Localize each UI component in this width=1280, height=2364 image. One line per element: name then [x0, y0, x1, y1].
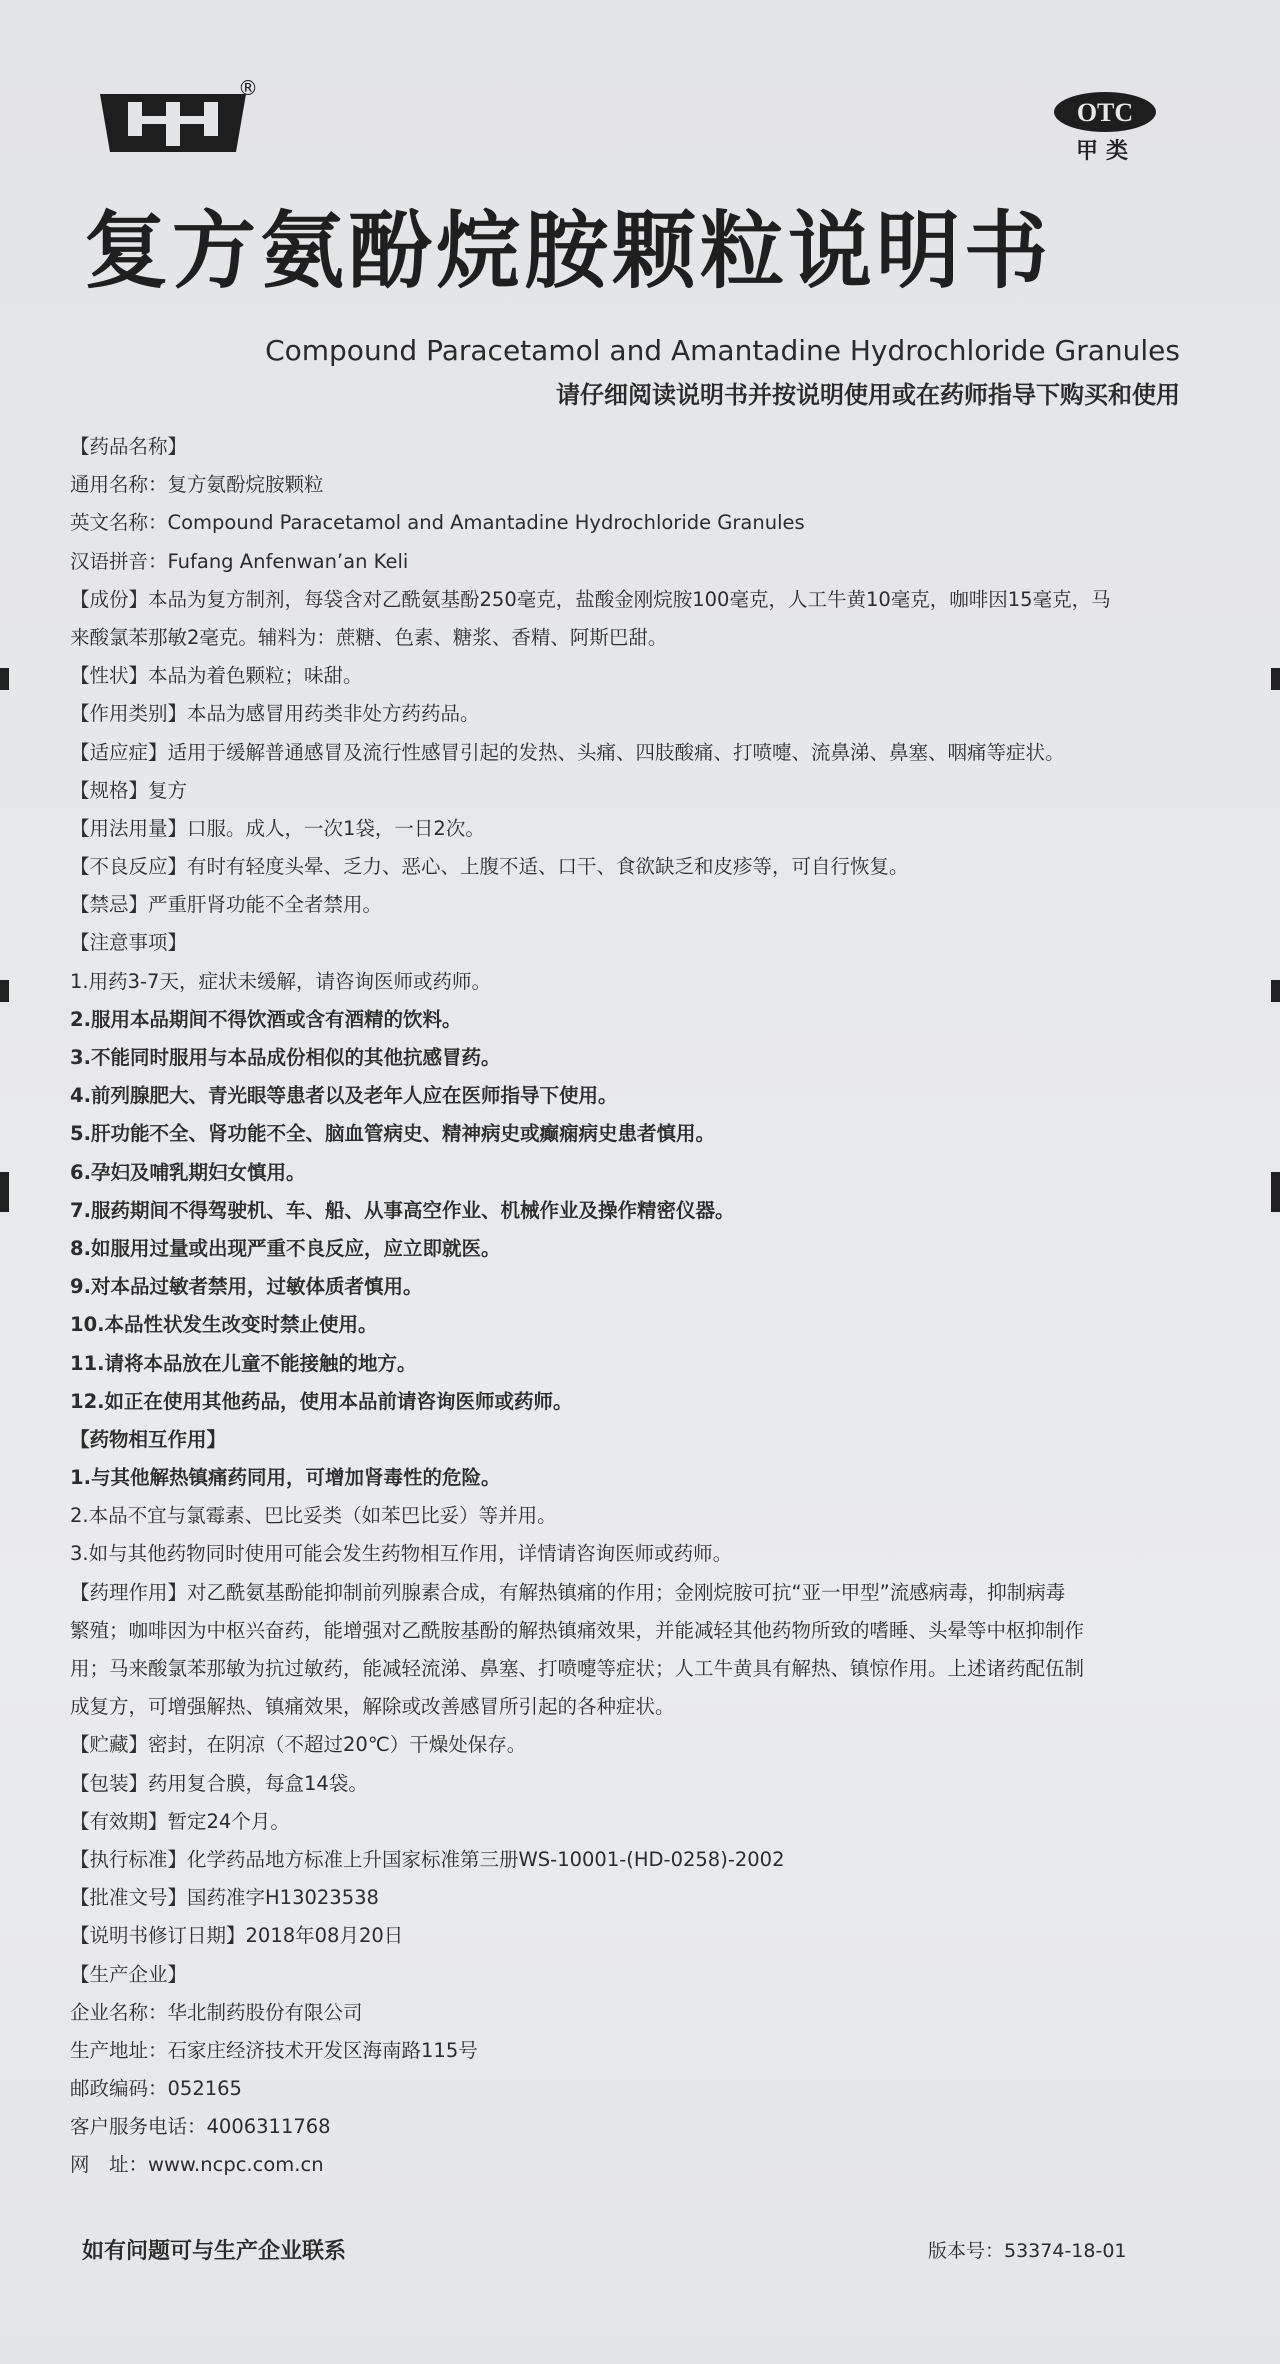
- text-line: 用；马来酸氯苯那敏为抗过敏药，能减轻流涕、鼻塞、打喷嚏等症状；人工牛黄具有解热、镇惊作用。上述诸药配伍制: [70, 1657, 1085, 1680]
- text-line: 4.前列腺肥大、青光眼等患者以及老年人应在医师指导下使用。: [70, 1084, 618, 1108]
- text-line: 2.服用本品期间不得饮酒或含有酒精的饮料。: [70, 1007, 462, 1031]
- text-line: 英文名称：Compound Paracetamol and Amantadine Hydrochloride Granules: [70, 511, 805, 535]
- text-line: 8.如服用过量或出现严重不良反应，应立即就医。: [70, 1236, 501, 1260]
- text-line: 7.服药期间不得驾驶机、车、船、从事高空作业、机械作业及操作精密仪器。: [70, 1198, 735, 1222]
- text-line: 【用法用量】口服。成人，一次1袋，一日2次。: [70, 816, 485, 840]
- text-line: 【生产企业】: [70, 1962, 188, 1986]
- text-line: 【批准文号】国药准字H13023538: [70, 1886, 379, 1910]
- text-line: 5.肝功能不全、肾功能不全、脑血管病史、精神病史或癫痫病史患者慎用。: [70, 1122, 715, 1146]
- text-line: 【药物相互作用】: [70, 1427, 227, 1451]
- otc-badge-label: OTC: [1076, 98, 1134, 127]
- edge-mark: [0, 668, 9, 690]
- text-line: 企业名称：华北制药股份有限公司: [70, 2000, 363, 2024]
- text-line: 【药品名称】: [70, 435, 188, 458]
- edge-mark: [1271, 980, 1280, 1002]
- text-line: 9.对本品过敏者禁用，过敏体质者慎用。: [70, 1275, 423, 1299]
- text-line: 【药理作用】对乙酰氨基酚能抑制前列腺素合成，有解热镇痛的作用；金刚烷胺可抗“亚一甲型”流感病毒，抑制病毒: [70, 1580, 1066, 1604]
- text-line: 繁殖；咖啡因为中枢兴奋药，能增强对乙酰胺基酚的解热镇痛效果，并能减轻其他药物所致的嗜睡、头晕等中枢抑制作: [70, 1618, 1085, 1642]
- text-line: 通用名称：复方氨酚烷胺颗粒: [70, 473, 324, 497]
- text-line: 11.请将本品放在儿童不能接触的地方。: [70, 1351, 417, 1375]
- edge-mark: [1271, 1172, 1280, 1212]
- text-line: 【作用类别】本品为感冒用药类非处方药药品。: [70, 702, 480, 726]
- text-line: 1.与其他解热镇痛药同用，可增加肾毒性的危险。: [70, 1466, 501, 1490]
- text-line: 3.如与其他药物同时使用可能会发生药物相互作用，详情请咨询医师或药师。: [70, 1542, 733, 1566]
- text-line: 1.用药3-7天，症状未缓解，请咨询医师或药师。: [70, 969, 491, 993]
- text-line: 【执行标准】化学药品地方标准上升国家标准第三册WS-10001-(HD-0258)-2002: [70, 1847, 785, 1871]
- text-line: 3.不能同时服用与本品成份相似的其他抗感冒药。: [70, 1046, 501, 1069]
- text-line: 【包装】药用复合膜，每盒14袋。: [70, 1771, 368, 1795]
- english-title: Compound Paracetamol and Amantadine Hydrochloride Granules: [265, 334, 1180, 367]
- registered-mark: ®: [238, 76, 258, 100]
- company-logo: [98, 92, 248, 154]
- text-line: 【说明书修订日期】2018年08月20日: [70, 1924, 404, 1948]
- page-title: 复方氨酚烷胺颗粒说明书: [84, 202, 1053, 300]
- otc-class: 甲类: [1075, 139, 1136, 164]
- text-line: 【注意事项】: [70, 931, 188, 955]
- text-line: 成复方，可增强解热、镇痛效果，解除或改善感冒所引起的各种症状。: [70, 1695, 675, 1719]
- text-line: 邮政编码：052165: [70, 2077, 242, 2101]
- text-line: 【不良反应】有时有轻度头晕、乏力、恶心、上腹不适、口干、食欲缺乏和皮疹等，可自行恢复。: [70, 855, 909, 879]
- edge-mark: [0, 980, 9, 1002]
- text-line: 【成份】本品为复方制剂，每袋含对乙酰氨基酚250毫克，盐酸金刚烷胺100毫克，人工牛黄10毫克，咖啡因15毫克，马: [70, 587, 1111, 611]
- otc-badge: [1052, 90, 1158, 134]
- leaflet-body: [70, 428, 1200, 2223]
- text-line: 汉语拼音：Fufang Anfenwan’an Keli: [70, 549, 409, 573]
- text-line: 来酸氯苯那敏2毫克。辅料为：蔗糖、色素、糖浆、香精、阿斯巴甜。: [70, 625, 668, 649]
- text-line: 12.如正在使用其他药品，使用本品前请咨询医师或药师。: [70, 1389, 573, 1413]
- usage-notice: 请仔细阅读说明书并按说明使用或在药师指导下购买和使用: [556, 381, 1180, 409]
- edge-mark: [1271, 668, 1280, 690]
- footer-contact-note: 如有问题可与生产企业联系: [82, 2239, 347, 2264]
- text-line: 6.孕妇及哺乳期妇女慎用。: [70, 1160, 306, 1184]
- text-line: 【有效期】暂定24个月。: [70, 1809, 290, 1833]
- text-line: [70, 2185, 1200, 2223]
- text-line: 【禁忌】严重肝肾功能不全者禁用。: [70, 893, 383, 917]
- text-line: 网 址：www.ncpc.com.cn: [70, 2153, 324, 2177]
- text-line: 2.本品不宜与氯霉素、巴比妥类（如苯巴比妥）等并用。: [70, 1504, 557, 1528]
- text-line: 【贮藏】密封，在阴凉（不超过20℃）干燥处保存。: [70, 1733, 527, 1757]
- text-line: 生产地址：石家庄经济技术开发区海南路115号: [70, 2038, 478, 2062]
- text-line: 【性状】本品为着色颗粒；味甜。: [70, 664, 363, 688]
- text-line: 客户服务电话：4006311768: [70, 2115, 331, 2139]
- text-line: 【适应症】适用于缓解普通感冒及流行性感冒引起的发热、头痛、四肢酸痛、打喷嚏、流鼻涕、鼻塞、咽痛等症状。: [70, 740, 1065, 764]
- version-number: 版本号：53374-18-01: [928, 2240, 1127, 2262]
- edge-mark: [0, 1172, 9, 1212]
- text-line: 【规格】复方: [70, 778, 188, 802]
- text-line: 10.本品性状发生改变时禁止使用。: [70, 1313, 378, 1337]
